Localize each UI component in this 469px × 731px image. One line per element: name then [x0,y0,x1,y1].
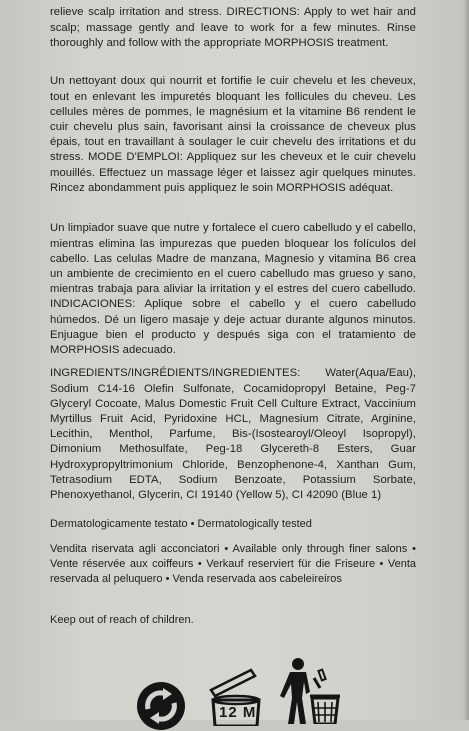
dermatological-note: Dermatologicamente testato • Dermatologically tested [50,518,312,530]
spanish-description: Un limpiador suave que nutre y fortalece el cuero cabelludo y el cabello, mientras elimina las impurezas que pueden bloquear los folículos del cabello. Las celulas Madre de manzana, Magnesio y vitamina B6 crea un ambiente de crecimiento en el cuero cabelludo mas grueso y sano, mientras trabaja para aliviar la irritation y el estres del cuero cabelludo. INDICACIONES: Aplique sobre el cabello y el cuero cabelludo húmedos. Dé un ligero masaje y deje actuar durante algunos minutos. Enjuague bien el producto y después siga con el tratamiento de MORPHOSIS adecuado. [50,222,416,356]
french-description: Un nettoyant doux qui nourrit et fortifie le cuir chevelu et les cheveux, tout en enlevant les impuretés bloquant les follicules du cheveu. Les cellules mères de pommes, le magnésium et la vitamine B6 rendent le cuir chevelu plus sain, favorisant ainsi la croissance de cheveux plus épais, tout en travaillant à soulager le cuir chevelu des irritations et du stress. MODE D'EMPLOI: Appliquez sur les cheveux et le cuir chevelu mouillés. Effectuez un massage léger et laissez agir quelques minutes. Rincez abondamment puis appliquez le soin MORPHOSIS adéquat. [50,75,416,194]
english-directions: relieve scalp irritation and stress. DIRECTIONS: Apply to wet hair and scalp; massage gently and leave to work for a few minutes. Rinse thoroughly and follow with the appropriate MORPHOSIS treatment. [50,6,416,49]
child-warning: Keep out of reach of children. [50,614,194,626]
pao-label: 12 M [219,704,257,721]
ingredients-list: INGREDIENTS/INGRÉDIENTS/INGREDIENTES: Water(Aqua/Eau), Sodium C14-16 Olefin Sulfonate, Cocamidopropyl Betaine, Peg-7 Glyceryl Cocoate, Malus Domestic Fruit Cell Culture Extract, Vaccinium Myrtillus Fruit Acid, Pyridoxine HCL, Magnesium Citrate, Arginine, Lecithin, Menthol, Parfume, Bis-(Isostearoyl/Oleoyl Isopropyl), Dimonium Methosulfate, Peg-18 Glycereth-8 Esters, Guar Hydroxypropyltrimonium Chloride, Benzophenone-4, Xanthan Gum, Tetrasodium EDTA, Sodium Benzoate, Potassium Sorbate, Phenoxyethanol, Glycerin, CI 19140 (Yellow 5), CI 42090 (Blue 1) [50,367,416,501]
recycle-icon [136,681,186,731]
sales-restriction: Vendita riservata agli acconciatori • Available only through finer salons • Vente réservée aux coiffeurs • Verkauf reserviert für die Friseure • Venta reservada al peluquero • Venda reservada aos cabeleireiros [50,543,416,585]
packaging-symbols [0,650,469,720]
tidyman-bin-icon [280,658,342,724]
